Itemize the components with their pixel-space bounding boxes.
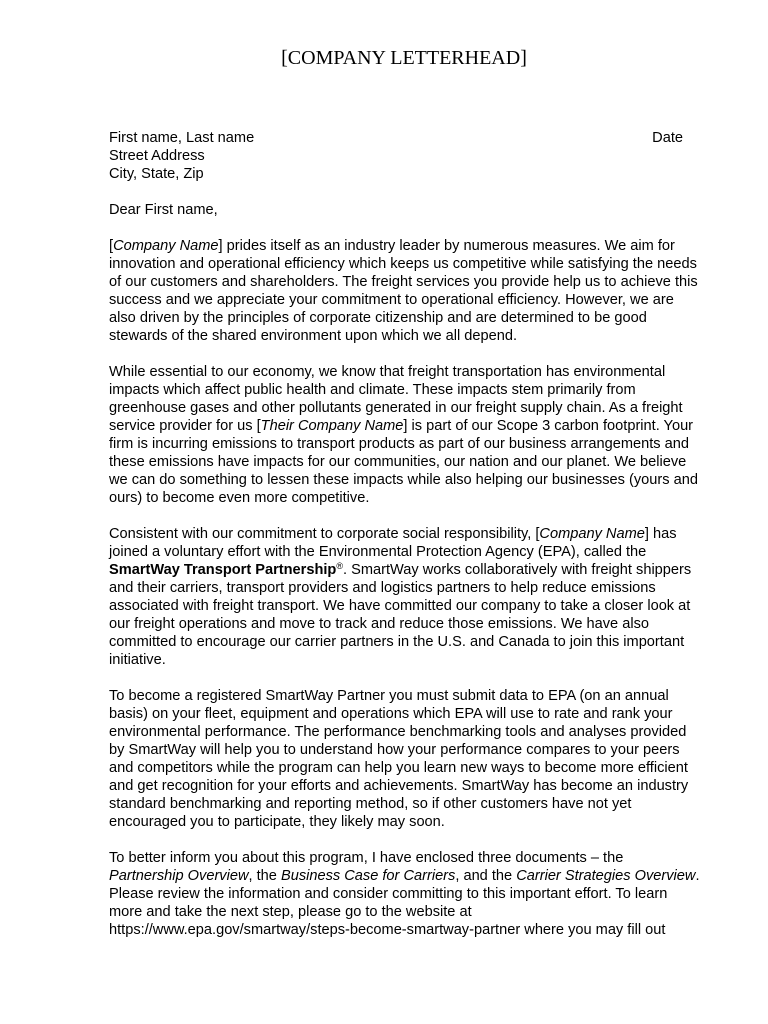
paragraph-impacts-text-2: ] is part of our Scope 3 carbon footprint. Your firm is incurring emissions to transport products as part of our business arrangements and these emissions have impacts for our communities, our nation and our planet. We believe we can do something to lessen these impacts while also helping our businesses (yours and ours) to become even more competitive. [109, 418, 698, 506]
company-name-placeholder: Company Name [539, 526, 645, 542]
separator: , the [248, 868, 281, 884]
bracket-open: [ [109, 238, 114, 254]
paragraph-registration: To become a registered SmartWay Partner you must submit data to EPA (on an annual basis) on your fleet, equipment and operations which EPA will use to rate and rank your environmental performance. The performance benchmarking tools and analyses provided by SmartWay will help you to understand how your performance compares to your peers and competitors while the program can help you learn new ways to become more efficient and get recognition for your efforts and achievements. SmartWay has become an industry standard benchmarking and reporting method, so if other customers have not yet encouraged you to participate, they likely may soon. [109, 688, 689, 830]
letterhead-placeholder: [COMPANY LETTERHEAD] [281, 47, 527, 69]
paragraph-impacts [109, 363, 701, 507]
paragraph-intro [109, 237, 701, 345]
salutation: Dear First name, [109, 202, 218, 218]
letter-body [109, 129, 701, 939]
paragraph-documents [109, 849, 701, 939]
program-name: SmartWay Transport Partnership [109, 562, 337, 578]
address-first-row [109, 129, 701, 147]
address-block [109, 129, 701, 183]
recipient-name: First name, Last name [109, 130, 255, 146]
paragraph-smartway-text-2: ] has joined a voluntary effort with the Environmental Protection Agency (EPA), called the [109, 526, 677, 560]
document-partnership-overview: Partnership Overview [109, 868, 249, 884]
document-carrier-strategies: Carrier Strategies Overview [516, 868, 696, 884]
paragraph-impacts-text-1: While essential to our economy, we know that freight transportation has environmental impacts which affect public health and climate. These impacts stem primarily from greenhouse gases and other pollutants generated in our freight supply chain. As a freight service provider for us [ [109, 364, 683, 434]
their-company-name-placeholder: Their Company Name [260, 418, 404, 434]
paragraph-smartway-text-1: Consistent with our commitment to corporate social responsibility, [ [109, 526, 540, 542]
recipient-city: City, State, Zip [109, 166, 204, 182]
smartway-url: https://www.epa.gov/smartway/steps-become-smartway-partner [109, 922, 521, 938]
separator: , and the [455, 868, 517, 884]
paragraph-smartway [109, 525, 701, 669]
company-name-placeholder: Company Name [113, 238, 219, 254]
document-business-case: Business Case for Carriers [280, 868, 456, 884]
paragraph-intro-text: ] prides itself as an industry leader by numerous measures. We aim for innovation and operational efficiency which keeps us competitive while satisfying the needs of our customers and shareholders. The freight services you provide help us to achieve this success and we appreciate your commitment to operational efficiency. However, we are also driven by the principles of corporate citizenship and are determined to be good stewards of the shared environment upon which we all depend. [109, 238, 698, 344]
paragraph-documents-text-3: where you may fill out [520, 922, 666, 938]
registered-mark: ® [336, 561, 343, 571]
paragraph-documents-text-2: . Please review the information and consider committing to this important effort. To learn more and take the next step, please go to the website at [109, 868, 700, 920]
letter-date: Date [652, 130, 683, 146]
paragraph-smartway-text-3: . SmartWay works collaboratively with freight shippers and their carriers, transport providers and logistics partners to help reduce emissions associated with freight transport. We have committed our company to take a closer look at our freight operations and move to track and reduce those emissions. We have also committed to encourage our carrier partners in the U.S. and Canada to join this important initiative. [109, 562, 692, 668]
paragraph-documents-text-1: To better inform you about this program, I have enclosed three documents – the [109, 850, 624, 866]
recipient-street: Street Address [109, 148, 205, 164]
